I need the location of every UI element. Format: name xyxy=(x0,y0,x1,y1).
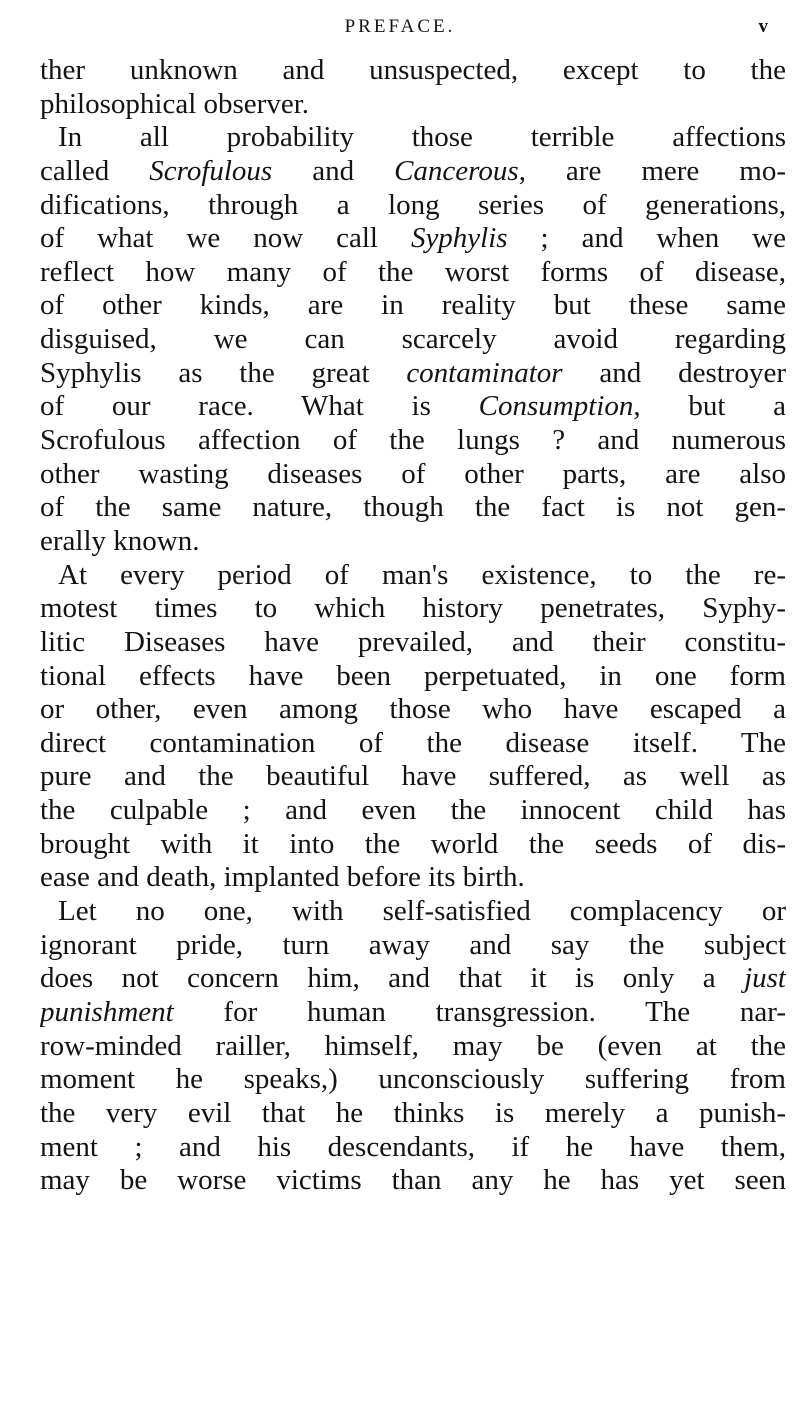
text-line: difications, through a long series of generations, xyxy=(40,188,786,221)
text-line: Scrofulous affection of the lungs ? and numerous xyxy=(40,424,786,457)
text-line: or other, even among those who have escaped a xyxy=(40,693,786,726)
text-line: pure and the beautiful have suffered, as well as xyxy=(40,760,786,793)
text-line: litic Diseases have prevailed, and their constitu- xyxy=(40,625,786,658)
italic-term: Consumption xyxy=(478,390,634,423)
running-head xyxy=(0,14,800,42)
text-line: of the same nature, though the fact is not gen- xyxy=(40,491,786,524)
text-line: other wasting diseases of other parts, are also xyxy=(40,457,786,490)
text-line: At every period of man's existence, to the re- xyxy=(58,558,786,591)
text-line: reflect how many of the worst forms of disease, xyxy=(40,255,786,288)
text-line: brought with it into the world the seeds of dis- xyxy=(40,827,786,860)
text-line: direct contamination of the disease itself. The xyxy=(40,726,786,759)
body-text xyxy=(40,54,786,1198)
italic-term: just xyxy=(744,962,786,995)
text-line: philosophical observer. xyxy=(40,87,310,120)
text-line: row-minded railler, himself, may be (even at the xyxy=(40,1029,786,1062)
text-line: the very evil that he thinks is merely a punish- xyxy=(40,1096,786,1129)
text-line: does not concern him, and that it is only a just xyxy=(40,962,786,995)
italic-term: contaminator xyxy=(406,356,563,389)
text-line: the culpable ; and even the innocent child has xyxy=(40,794,786,827)
text-line: Let no one, with self-satisfied complacency or xyxy=(58,895,786,928)
text-line: ease and death, implanted before its birth. xyxy=(40,861,525,894)
italic-term: punishment xyxy=(40,995,174,1028)
text-line: moment he speaks,) unconsciously suffering from xyxy=(40,1063,786,1096)
text-line: may be worse victims than any he has yet seen xyxy=(40,1164,786,1197)
italic-term: Scrofulous xyxy=(149,154,273,187)
text-line: ther unknown and unsuspected, except to the xyxy=(40,54,786,86)
italic-term: Cancerous xyxy=(394,154,519,187)
text-line: called Scrofulous and Cancerous, are mere mo- xyxy=(40,154,786,187)
text-line: punishment for human transgression. The nar- xyxy=(40,995,786,1028)
text-line: erally known. xyxy=(40,524,200,557)
text-line: ignorant pride, turn away and say the subject xyxy=(40,928,786,961)
text-line: of other kinds, are in reality but these same xyxy=(40,289,786,322)
text-line: of our race. What is Consumption, but a xyxy=(40,390,786,423)
text-line: tional effects have been perpetuated, in one form xyxy=(40,659,786,692)
text-line: In all probability those terrible affections xyxy=(58,121,786,154)
text-line: of what we now call Syphylis ; and when we xyxy=(40,222,786,255)
text-line: disguised, we can scarcely avoid regarding xyxy=(40,323,786,356)
text-line: motest times to which history penetrates, Syphy- xyxy=(40,592,786,625)
running-head-title: PREFACE. xyxy=(344,16,456,37)
page-number: v xyxy=(758,16,768,37)
text-line: Syphylis as the great contaminator and destroyer xyxy=(40,356,786,389)
text-line: ment ; and his descendants, if he have them, xyxy=(40,1130,786,1163)
italic-term: Syphylis xyxy=(410,222,508,255)
